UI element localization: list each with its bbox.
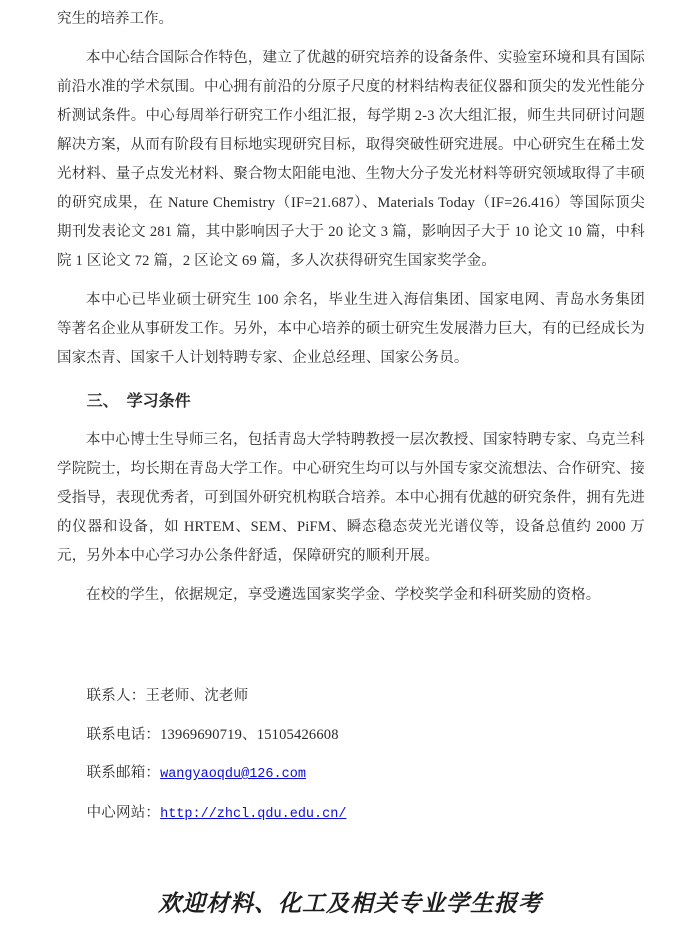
contact-link[interactable]: http://zhcl.qdu.edu.cn/ [160, 806, 347, 822]
contact-row [87, 721, 645, 750]
section-heading: 三、 学习条件 [86, 393, 191, 410]
body-paragraph: 本中心结合国际合作特色，建立了优越的研究培养的设备条件、实验室环境和具有国际前沿水准的学术氛围。中心拥有前沿的分原子尺度的材料结构表征仪器和顶尖的发光性能分析测试条件。中心每周举行研究工作小组汇报，每学期 2-3 次大组汇报，师生共同研讨问题解决方案，从而有阶段有目标地实现研究目标，取得突破性研究进展。中心研究生在稀土发光材料、量子点发光材料、聚合物太阳能电池、生物大分子发光材料等研究领域取得了丰硕的研究成果，在 Nature Chemistry（IF=21.687）、Materials Today（IF=26.416）等国际顶尖期刊发表论文 281 篇，其中影响因子大于 20 论文 3 篇，影响因子大于 10 论文 10 篇，中科院 1 区论文 72 篇，2 区论文 69 篇，多人次获得研究生国家奖学金。 [57, 50, 645, 269]
body-paragraph: 在校的学生，依据规定，享受遴选国家奖学金、学校奖学金和科研奖励的资格。 [86, 587, 601, 603]
section-paragraphs [57, 426, 645, 610]
contact-row [87, 759, 645, 789]
contact-label: 联系电话： [86, 726, 161, 743]
contact-value: 王老师、沈老师 [145, 688, 249, 704]
contact-link[interactable]: wangyaoqdu@126.com [160, 767, 306, 782]
intro-paragraphs [57, 44, 645, 373]
contact-label: 联系邮箱： [86, 765, 161, 781]
contact-value: 13969690719、15105426608 [160, 726, 339, 743]
footer-slogan: 欢迎材料、化工及相关专业学生报考 [158, 891, 542, 916]
body-paragraph: 本中心博士生导师三名，包括青岛大学特聘教授一层次教授、国家特聘专家、乌克兰科学院院士，均长期在青岛大学工作。中心研究生均可以与外国专家交流想法、合作研究、接受指导，表现优秀者，可到国外研究机构联合培养。本中心拥有优越的研究条件，拥有先进的仪器和设备，如 HRTEM、SEM、PiFM、瞬态稳态荧光光谱仪等，设备总值约 2000 万元，另外本中心学习办公条件舒适，保障研究的顺利开展。 [57, 432, 645, 564]
contact-row [87, 799, 645, 829]
paragraph-continuation: 究生的培养工作。 [57, 11, 173, 27]
contact-block [57, 682, 645, 829]
contact-row [87, 682, 645, 711]
contact-label: 中心网站： [86, 804, 161, 821]
contact-label: 联系人： [86, 688, 146, 704]
body-paragraph: 本中心已毕业硕士研究生 100 余名，毕业生进入海信集团、国家电网、青岛水务集团等著名企业从事研发工作。另外，本中心培养的硕士研究生发展潜力巨大，有的已经成长为国家杰青、国家千人计划特聘专家、企业总经理、国家公务员。 [57, 292, 645, 366]
